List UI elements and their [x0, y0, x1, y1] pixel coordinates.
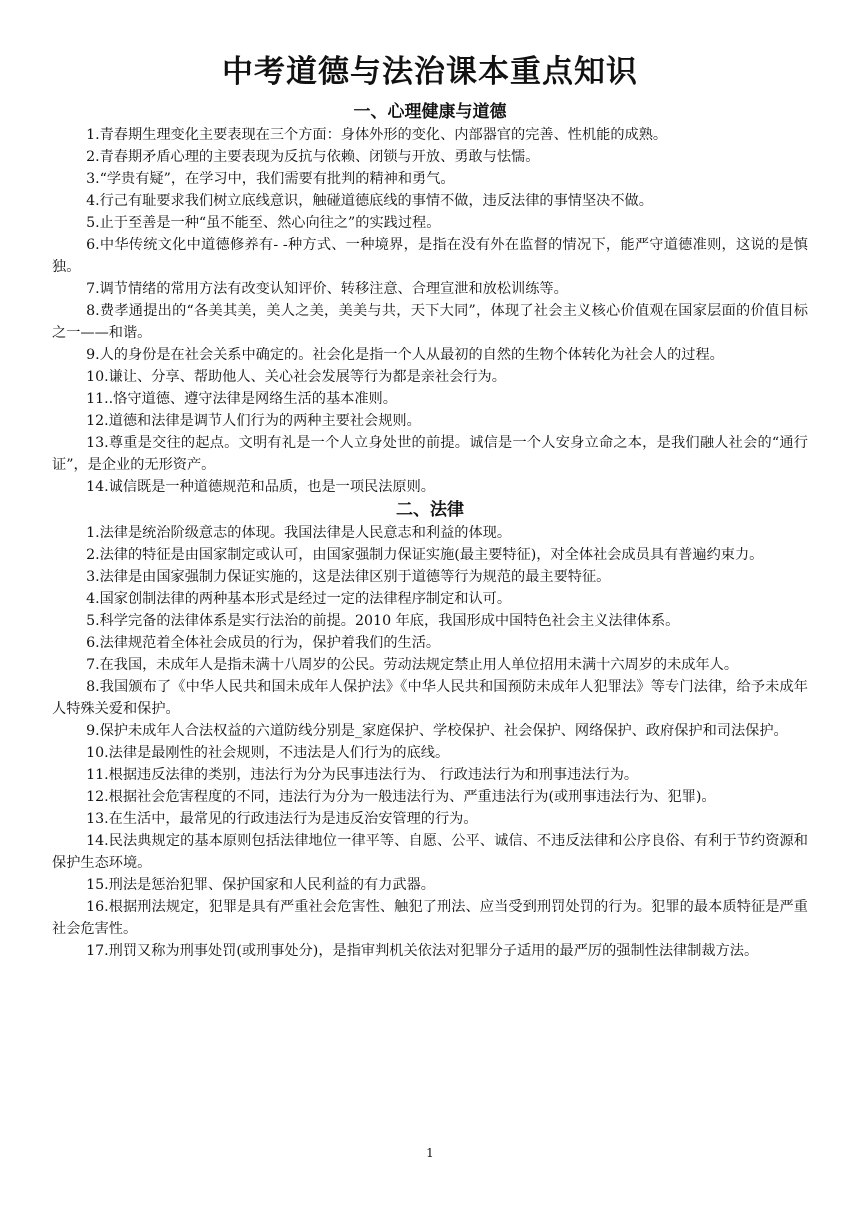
section-heading: 一、心理健康与道德: [353, 102, 507, 122]
list-item: 17.刑罚又称为刑事处罚(或刑事处分)，是指审判机关依法对犯罪分子适用的最严厉的强制性法律制裁方法。: [86, 943, 759, 959]
list-item: 8.我国颁布了《中华人民共和国未成年人保护法》《中华人民共和国预防未成年人犯罪法》等专门法律，给予未成年人特殊关爱和保护。: [52, 679, 808, 717]
list-item: 5.科学完备的法律体系是实行法治的前提。2010 年底，我国形成中国特色社会主义法律体系。: [86, 613, 680, 629]
list-item: 1.青春期生理变化主要表现在三个方面：身体外形的变化、内部器官的完善、性机能的成熟。: [86, 127, 668, 143]
list-item: 14.诚信既是一种道德规范和品质，也是一项民法原则。: [86, 479, 435, 495]
list-item: 2.法律的特征是由国家制定或认可，由国家强制力保证实施(最主要特征)，对全体社会成员具有普遍约束力。: [86, 547, 764, 563]
section-law: [52, 498, 808, 962]
list-item: 10.谦让、分享、帮助他人、关心社会发展等行为都是亲社会行为。: [86, 369, 506, 385]
list-item: 16.根据刑法规定，犯罪是具有严重社会危害性、触犯了刑法、应当受到刑罚处罚的行为。犯罪的最本质特征是严重社会危害性。: [52, 899, 808, 937]
list-item: 11..恪守道德、遵守法律是网络生活的基本准则。: [86, 391, 397, 407]
list-item: 3.“学贵有疑”，在学习中，我们需要有批判的精神和勇气。: [86, 171, 455, 187]
list-item: 4.行己有耻要求我们树立底线意识，触碰道德底线的事情不做，违反法律的事情坚决不做。: [86, 193, 653, 209]
list-item: 11.根据违反法律的类别，违法行为分为民事违法行为、 行政违法行为和刑事违法行为。: [86, 767, 639, 783]
list-item: 14.民法典规定的基本原则包括法律地位一律平等、自愿、公平、诚信、不违反法律和公序良俗、有利于节约资源和保护生态环境。: [52, 833, 808, 871]
list-item: 13.尊重是交往的起点。文明有礼是一个人立身处世的前提。诚信是一个人安身立命之本，是我们融人社会的“通行证”，是企业的无形资产。: [52, 435, 808, 473]
page-title: 中考道德与法治课本重点知识: [222, 54, 638, 90]
list-item: 12.道德和法律是调节人们行为的两种主要社会规则。: [86, 413, 421, 429]
list-item: 10.法律是最刚性的社会规则，不违法是人们行为的底线。: [86, 745, 450, 761]
list-item: 13.在生活中，最常见的行政违法行为是违反治安管理的行为。: [86, 811, 478, 827]
list-item: 3.法律是由国家强制力保证实施的，这是法律区别于道德等行为规范的最主要特征。: [86, 569, 611, 585]
page-number: 1: [426, 1146, 434, 1160]
list-item: 1.法律是统治阶级意志的体现。我国法律是人民意志和利益的体现。: [86, 525, 512, 541]
list-item: 5.止于至善是一种“虽不能至、然心向往之”的实践过程。: [86, 215, 441, 231]
list-item: 8.费孝通提出的“各美其美，美人之美，美美与共，天下大同”，体现了社会主义核心价值观在国家层面的价值目标之一——和谐。: [52, 303, 808, 341]
list-item: 7.调节情绪的常用方法有改变认知评价、转移注意、合理宣泄和放松训练等。: [86, 281, 568, 297]
list-item: 15.刑法是惩治犯罪、保护国家和人民利益的有力武器。: [86, 877, 435, 893]
list-item: 6.中华传统文化中道德修养有- -种方式、一种境界，是指在没有外在监督的情况下，能严守道德准则，这说的是慎独。: [52, 237, 808, 275]
list-item: 12.根据社会危害程度的不同，违法行为分为一般违法行为、严重违法行为(或刑事违法行为、犯罪)。: [86, 789, 716, 805]
section-heading: 二、法律: [396, 500, 464, 520]
list-item: 9.人的身份是在社会关系中确定的。社会化是指一个人从最初的自然的生物个体转化为社会人的过程。: [86, 347, 724, 363]
list-item: 9.保护未成年人合法权益的六道防线分别是_家庭保护、学校保护、社会保护、网络保护、政府保护和司法保护。: [86, 723, 788, 739]
list-item: 7.在我国，未成年人是指未满十八周岁的公民。劳动法规定禁止用人单位招用未满十六周岁的未成年人。: [86, 657, 739, 673]
list-item: 4.国家创制法律的两种基本形式是经过一定的法律程序制定和认可。: [86, 591, 512, 607]
list-item: 2.青春期矛盾心理的主要表现为反抗与依赖、闭锁与开放、勇敢与怯懦。: [86, 149, 540, 165]
section-morality: [52, 100, 808, 498]
list-item: 6.法律规范着全体社会成员的行为，保护着我们的生活。: [86, 635, 441, 651]
